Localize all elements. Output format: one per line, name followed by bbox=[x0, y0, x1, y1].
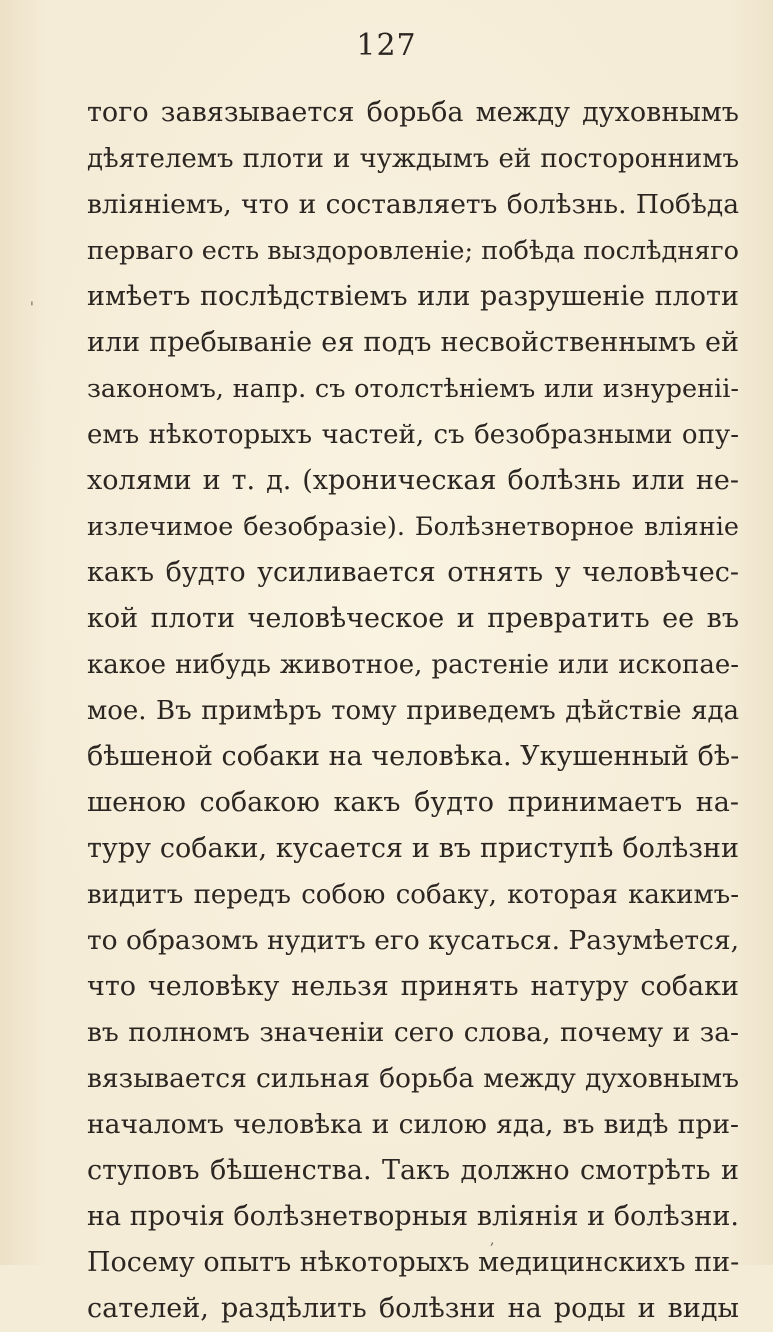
text-line: шеною собакою какъ будто принимаетъ на- bbox=[87, 787, 739, 818]
text-line: то образомъ нудитъ его кусаться. Разумѣется, bbox=[87, 925, 739, 956]
text-line: емъ нѣкоторыхъ частей, съ безобразными опу- bbox=[87, 420, 739, 450]
text-line: мое. Въ примѣръ тому приведемъ дѣйствіе яда bbox=[87, 696, 739, 726]
text-line: бѣшеной собаки на человѣка. Укушенный бѣ- bbox=[87, 741, 739, 772]
text-line: Посему опытъ нѣкоторыхъ медицинскихъ пи- bbox=[87, 1247, 739, 1278]
text-line: холями и т. д. (хроническая болѣзнь или не- bbox=[87, 465, 739, 496]
text-line: въ полномъ значеніи сего слова, почему и за- bbox=[87, 1017, 739, 1048]
text-line: началомъ человѣка и силою яда, въ видѣ при- bbox=[87, 1109, 739, 1140]
body-text bbox=[87, 90, 739, 1332]
text-line: какъ будто усиливается отнять у человѣчес- bbox=[87, 557, 739, 588]
text-line: вязывается сильная борьба между духовнымъ bbox=[87, 1063, 739, 1094]
text-line: излечимое безобразіе). Болѣзнетворное вліяніе bbox=[87, 512, 739, 542]
text-line: кой плоти человѣческое и превратить ее въ bbox=[87, 603, 739, 634]
text-line: на прочія болѣзнетворныя вліянія и болѣзни. bbox=[87, 1201, 739, 1232]
margin-speck: ' bbox=[30, 300, 34, 316]
text-line: перваго есть выздоровленіе; побѣда послѣдняго bbox=[87, 236, 739, 266]
text-line: закономъ, напр. съ отолстѣніемъ или изнуреніі- bbox=[87, 374, 739, 404]
text-line: или пребываніе ея подъ несвойственнымъ ей bbox=[87, 327, 739, 358]
text-line: имѣетъ послѣдствіемъ или разрушеніе плоти bbox=[87, 281, 739, 312]
text-line: вліяніемъ, что и составляетъ болѣзнь. Побѣда bbox=[87, 189, 739, 220]
text-line: какое нибудь животное, растеніе или ископае- bbox=[87, 650, 739, 680]
text-line: ступовъ бѣшенства. Такъ должно смотрѣть и bbox=[87, 1155, 739, 1186]
text-line: дѣятелемъ плоти и чуждымъ ей постороннимъ bbox=[87, 144, 739, 174]
page-number: 127 bbox=[356, 28, 417, 63]
text-line: видитъ передъ собою собаку, которая какимъ- bbox=[87, 880, 739, 910]
bottom-speck: , bbox=[490, 1232, 495, 1248]
text-line: сателей, раздѣлить болѣзни на роды и виды bbox=[87, 1293, 739, 1324]
text-line: туру собаки, кусается и въ приступѣ болѣзни bbox=[87, 833, 739, 864]
text-line: того завязывается борьба между духовнымъ bbox=[87, 97, 739, 128]
text-line: что человѣку нельзя принять натуру собаки bbox=[87, 971, 739, 1002]
